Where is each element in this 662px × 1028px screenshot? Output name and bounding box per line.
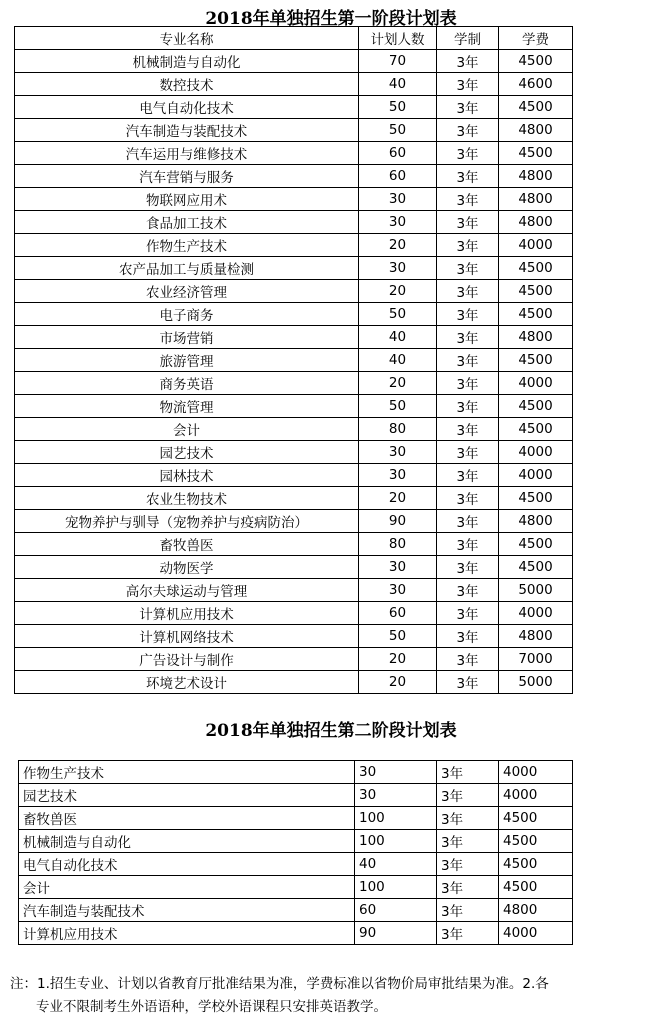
table-row <box>19 761 573 784</box>
cell-major: 数控技术 <box>15 73 359 96</box>
cell-duration: 3年 <box>437 211 499 234</box>
cell-major: 园艺技术 <box>19 784 355 807</box>
cell-duration: 3年 <box>437 326 499 349</box>
cell-major: 畜牧兽医 <box>15 533 359 556</box>
table-row <box>15 326 573 349</box>
cell-tuition: 4600 <box>499 73 573 96</box>
header-quota: 计划人数 <box>359 27 437 50</box>
cell-duration: 3年 <box>437 96 499 119</box>
cell-quota: 40 <box>359 326 437 349</box>
table-row <box>19 807 573 830</box>
cell-tuition: 4500 <box>499 96 573 119</box>
cell-major: 电子商务 <box>15 303 359 326</box>
table-row <box>15 188 573 211</box>
cell-major: 作物生产技术 <box>19 761 355 784</box>
cell-duration: 3年 <box>437 853 499 876</box>
cell-tuition: 4000 <box>499 922 573 945</box>
cell-tuition: 4800 <box>499 165 573 188</box>
cell-major: 物流管理 <box>15 395 359 418</box>
cell-major: 电气自动化技术 <box>15 96 359 119</box>
cell-quota: 90 <box>355 922 437 945</box>
cell-duration: 3年 <box>437 234 499 257</box>
cell-tuition: 4000 <box>499 234 573 257</box>
cell-duration: 3年 <box>437 876 499 899</box>
cell-major: 食品加工技术 <box>15 211 359 234</box>
cell-duration: 3年 <box>437 165 499 188</box>
cell-tuition: 4800 <box>499 899 573 922</box>
footnote <box>10 973 655 1019</box>
table-row <box>15 280 573 303</box>
cell-tuition: 4500 <box>499 533 573 556</box>
cell-duration: 3年 <box>437 533 499 556</box>
table-row <box>19 830 573 853</box>
table-row <box>15 96 573 119</box>
table-row <box>15 142 573 165</box>
table-row <box>15 303 573 326</box>
table-row <box>15 556 573 579</box>
cell-tuition: 4500 <box>499 349 573 372</box>
cell-duration: 3年 <box>437 784 499 807</box>
cell-major: 汽车制造与装配技术 <box>15 119 359 142</box>
table-row <box>15 257 573 280</box>
cell-duration: 3年 <box>437 830 499 853</box>
cell-duration: 3年 <box>437 922 499 945</box>
cell-duration: 3年 <box>437 50 499 73</box>
table-row <box>15 349 573 372</box>
cell-quota: 80 <box>359 533 437 556</box>
table2-title: 2018年单独招生第二阶段计划表 <box>205 721 457 741</box>
cell-major: 物联网应用术 <box>15 188 359 211</box>
cell-tuition: 4000 <box>499 372 573 395</box>
cell-quota: 60 <box>355 899 437 922</box>
cell-major: 园林技术 <box>15 464 359 487</box>
cell-duration: 3年 <box>437 807 499 830</box>
cell-quota: 50 <box>359 303 437 326</box>
cell-quota: 100 <box>355 807 437 830</box>
cell-major: 宠物养护与驯导（宠物养护与疫病防治） <box>15 510 359 533</box>
cell-major: 高尔夫球运动与管理 <box>15 579 359 602</box>
table-row <box>15 533 573 556</box>
cell-duration: 3年 <box>437 142 499 165</box>
cell-tuition: 4000 <box>499 602 573 625</box>
cell-tuition: 4500 <box>499 395 573 418</box>
cell-tuition: 4500 <box>499 280 573 303</box>
cell-tuition: 4800 <box>499 625 573 648</box>
cell-quota: 30 <box>355 784 437 807</box>
cell-duration: 3年 <box>437 487 499 510</box>
table-row <box>15 510 573 533</box>
cell-duration: 3年 <box>437 556 499 579</box>
cell-quota: 50 <box>359 119 437 142</box>
cell-tuition: 4000 <box>499 441 573 464</box>
stage2-plan-table <box>18 760 573 945</box>
cell-tuition: 4800 <box>499 326 573 349</box>
table1-title: 2018年单独招生第一阶段计划表 <box>205 9 457 29</box>
cell-major: 农产品加工与质量检测 <box>15 257 359 280</box>
cell-duration: 3年 <box>437 441 499 464</box>
cell-duration: 3年 <box>437 372 499 395</box>
stage1-plan-table <box>14 26 573 694</box>
table-row <box>15 441 573 464</box>
cell-quota: 20 <box>359 648 437 671</box>
cell-quota: 100 <box>355 876 437 899</box>
cell-duration: 3年 <box>437 648 499 671</box>
cell-quota: 50 <box>359 625 437 648</box>
cell-tuition: 5000 <box>499 579 573 602</box>
cell-major: 汽车运用与维修技术 <box>15 142 359 165</box>
cell-major: 农业经济管理 <box>15 280 359 303</box>
table-row <box>15 119 573 142</box>
cell-quota: 50 <box>359 96 437 119</box>
table-row <box>15 395 573 418</box>
cell-major: 市场营销 <box>15 326 359 349</box>
cell-major: 畜牧兽医 <box>19 807 355 830</box>
cell-tuition: 4500 <box>499 257 573 280</box>
table-row <box>15 50 573 73</box>
table-row <box>15 418 573 441</box>
cell-tuition: 5000 <box>499 671 573 694</box>
cell-tuition: 4800 <box>499 119 573 142</box>
table-row <box>15 671 573 694</box>
cell-quota: 30 <box>359 257 437 280</box>
table-row <box>15 487 573 510</box>
cell-major: 农业生物技术 <box>15 487 359 510</box>
cell-major: 园艺技术 <box>15 441 359 464</box>
cell-major: 旅游管理 <box>15 349 359 372</box>
cell-major: 作物生产技术 <box>15 234 359 257</box>
cell-tuition: 4500 <box>499 830 573 853</box>
header-tuition: 学费 <box>499 27 573 50</box>
table-row <box>15 211 573 234</box>
cell-duration: 3年 <box>437 579 499 602</box>
cell-tuition: 4500 <box>499 50 573 73</box>
table-row <box>15 625 573 648</box>
table-row <box>19 922 573 945</box>
cell-duration: 3年 <box>437 303 499 326</box>
cell-quota: 100 <box>355 830 437 853</box>
table-row <box>15 372 573 395</box>
cell-quota: 30 <box>355 761 437 784</box>
cell-tuition: 7000 <box>499 648 573 671</box>
cell-quota: 30 <box>359 579 437 602</box>
cell-tuition: 4000 <box>499 761 573 784</box>
cell-tuition: 4500 <box>499 853 573 876</box>
table-row <box>19 899 573 922</box>
cell-major: 会计 <box>19 876 355 899</box>
table-row <box>19 876 573 899</box>
cell-tuition: 4500 <box>499 303 573 326</box>
cell-tuition: 4000 <box>499 784 573 807</box>
cell-duration: 3年 <box>437 625 499 648</box>
cell-tuition: 4500 <box>499 556 573 579</box>
cell-major: 机械制造与自动化 <box>19 830 355 853</box>
cell-duration: 3年 <box>437 280 499 303</box>
cell-quota: 60 <box>359 142 437 165</box>
cell-duration: 3年 <box>437 418 499 441</box>
cell-quota: 50 <box>359 395 437 418</box>
cell-major: 动物医学 <box>15 556 359 579</box>
cell-quota: 20 <box>359 671 437 694</box>
cell-major: 计算机应用技术 <box>15 602 359 625</box>
cell-tuition: 4500 <box>499 876 573 899</box>
cell-major: 广告设计与制作 <box>15 648 359 671</box>
cell-quota: 30 <box>359 188 437 211</box>
cell-tuition: 4500 <box>499 807 573 830</box>
footnote-line-1: 注：1.招生专业、计划以省教育厅批准结果为准，学费标准以省物价局审批结果为准。2.各 <box>10 976 549 992</box>
cell-quota: 40 <box>355 853 437 876</box>
cell-quota: 60 <box>359 602 437 625</box>
table-header-row <box>15 27 573 50</box>
cell-quota: 30 <box>359 464 437 487</box>
cell-major: 计算机应用技术 <box>19 922 355 945</box>
header-duration: 学制 <box>437 27 499 50</box>
cell-tuition: 4800 <box>499 510 573 533</box>
table-row <box>19 853 573 876</box>
cell-quota: 70 <box>359 50 437 73</box>
cell-duration: 3年 <box>437 119 499 142</box>
cell-duration: 3年 <box>437 602 499 625</box>
cell-quota: 40 <box>359 349 437 372</box>
table-row <box>15 602 573 625</box>
table-row <box>19 784 573 807</box>
cell-duration: 3年 <box>437 671 499 694</box>
cell-quota: 30 <box>359 211 437 234</box>
cell-major: 机械制造与自动化 <box>15 50 359 73</box>
cell-duration: 3年 <box>437 510 499 533</box>
cell-duration: 3年 <box>437 349 499 372</box>
table-row <box>15 648 573 671</box>
cell-quota: 20 <box>359 234 437 257</box>
cell-quota: 20 <box>359 372 437 395</box>
cell-major: 汽车制造与装配技术 <box>19 899 355 922</box>
cell-tuition: 4800 <box>499 211 573 234</box>
cell-duration: 3年 <box>437 761 499 784</box>
cell-quota: 20 <box>359 487 437 510</box>
cell-quota: 80 <box>359 418 437 441</box>
cell-duration: 3年 <box>437 464 499 487</box>
cell-tuition: 4800 <box>499 188 573 211</box>
cell-major: 电气自动化技术 <box>19 853 355 876</box>
header-major: 专业名称 <box>15 27 359 50</box>
cell-tuition: 4500 <box>499 142 573 165</box>
cell-tuition: 4000 <box>499 464 573 487</box>
table-row <box>15 73 573 96</box>
cell-duration: 3年 <box>437 188 499 211</box>
cell-tuition: 4500 <box>499 418 573 441</box>
table-row <box>15 579 573 602</box>
table-row <box>15 165 573 188</box>
cell-duration: 3年 <box>437 395 499 418</box>
cell-quota: 30 <box>359 556 437 579</box>
cell-quota: 30 <box>359 441 437 464</box>
cell-duration: 3年 <box>437 73 499 96</box>
cell-major: 计算机网络技术 <box>15 625 359 648</box>
cell-major: 商务英语 <box>15 372 359 395</box>
cell-quota: 90 <box>359 510 437 533</box>
cell-tuition: 4500 <box>499 487 573 510</box>
footnote-line-2: 专业不限制考生外语语种，学校外语课程只安排英语教学。 <box>36 999 387 1015</box>
cell-major: 汽车营销与服务 <box>15 165 359 188</box>
cell-major: 环境艺术设计 <box>15 671 359 694</box>
cell-quota: 60 <box>359 165 437 188</box>
cell-quota: 40 <box>359 73 437 96</box>
cell-duration: 3年 <box>437 899 499 922</box>
cell-duration: 3年 <box>437 257 499 280</box>
table-row <box>15 464 573 487</box>
cell-quota: 20 <box>359 280 437 303</box>
cell-major: 会计 <box>15 418 359 441</box>
table-row <box>15 234 573 257</box>
